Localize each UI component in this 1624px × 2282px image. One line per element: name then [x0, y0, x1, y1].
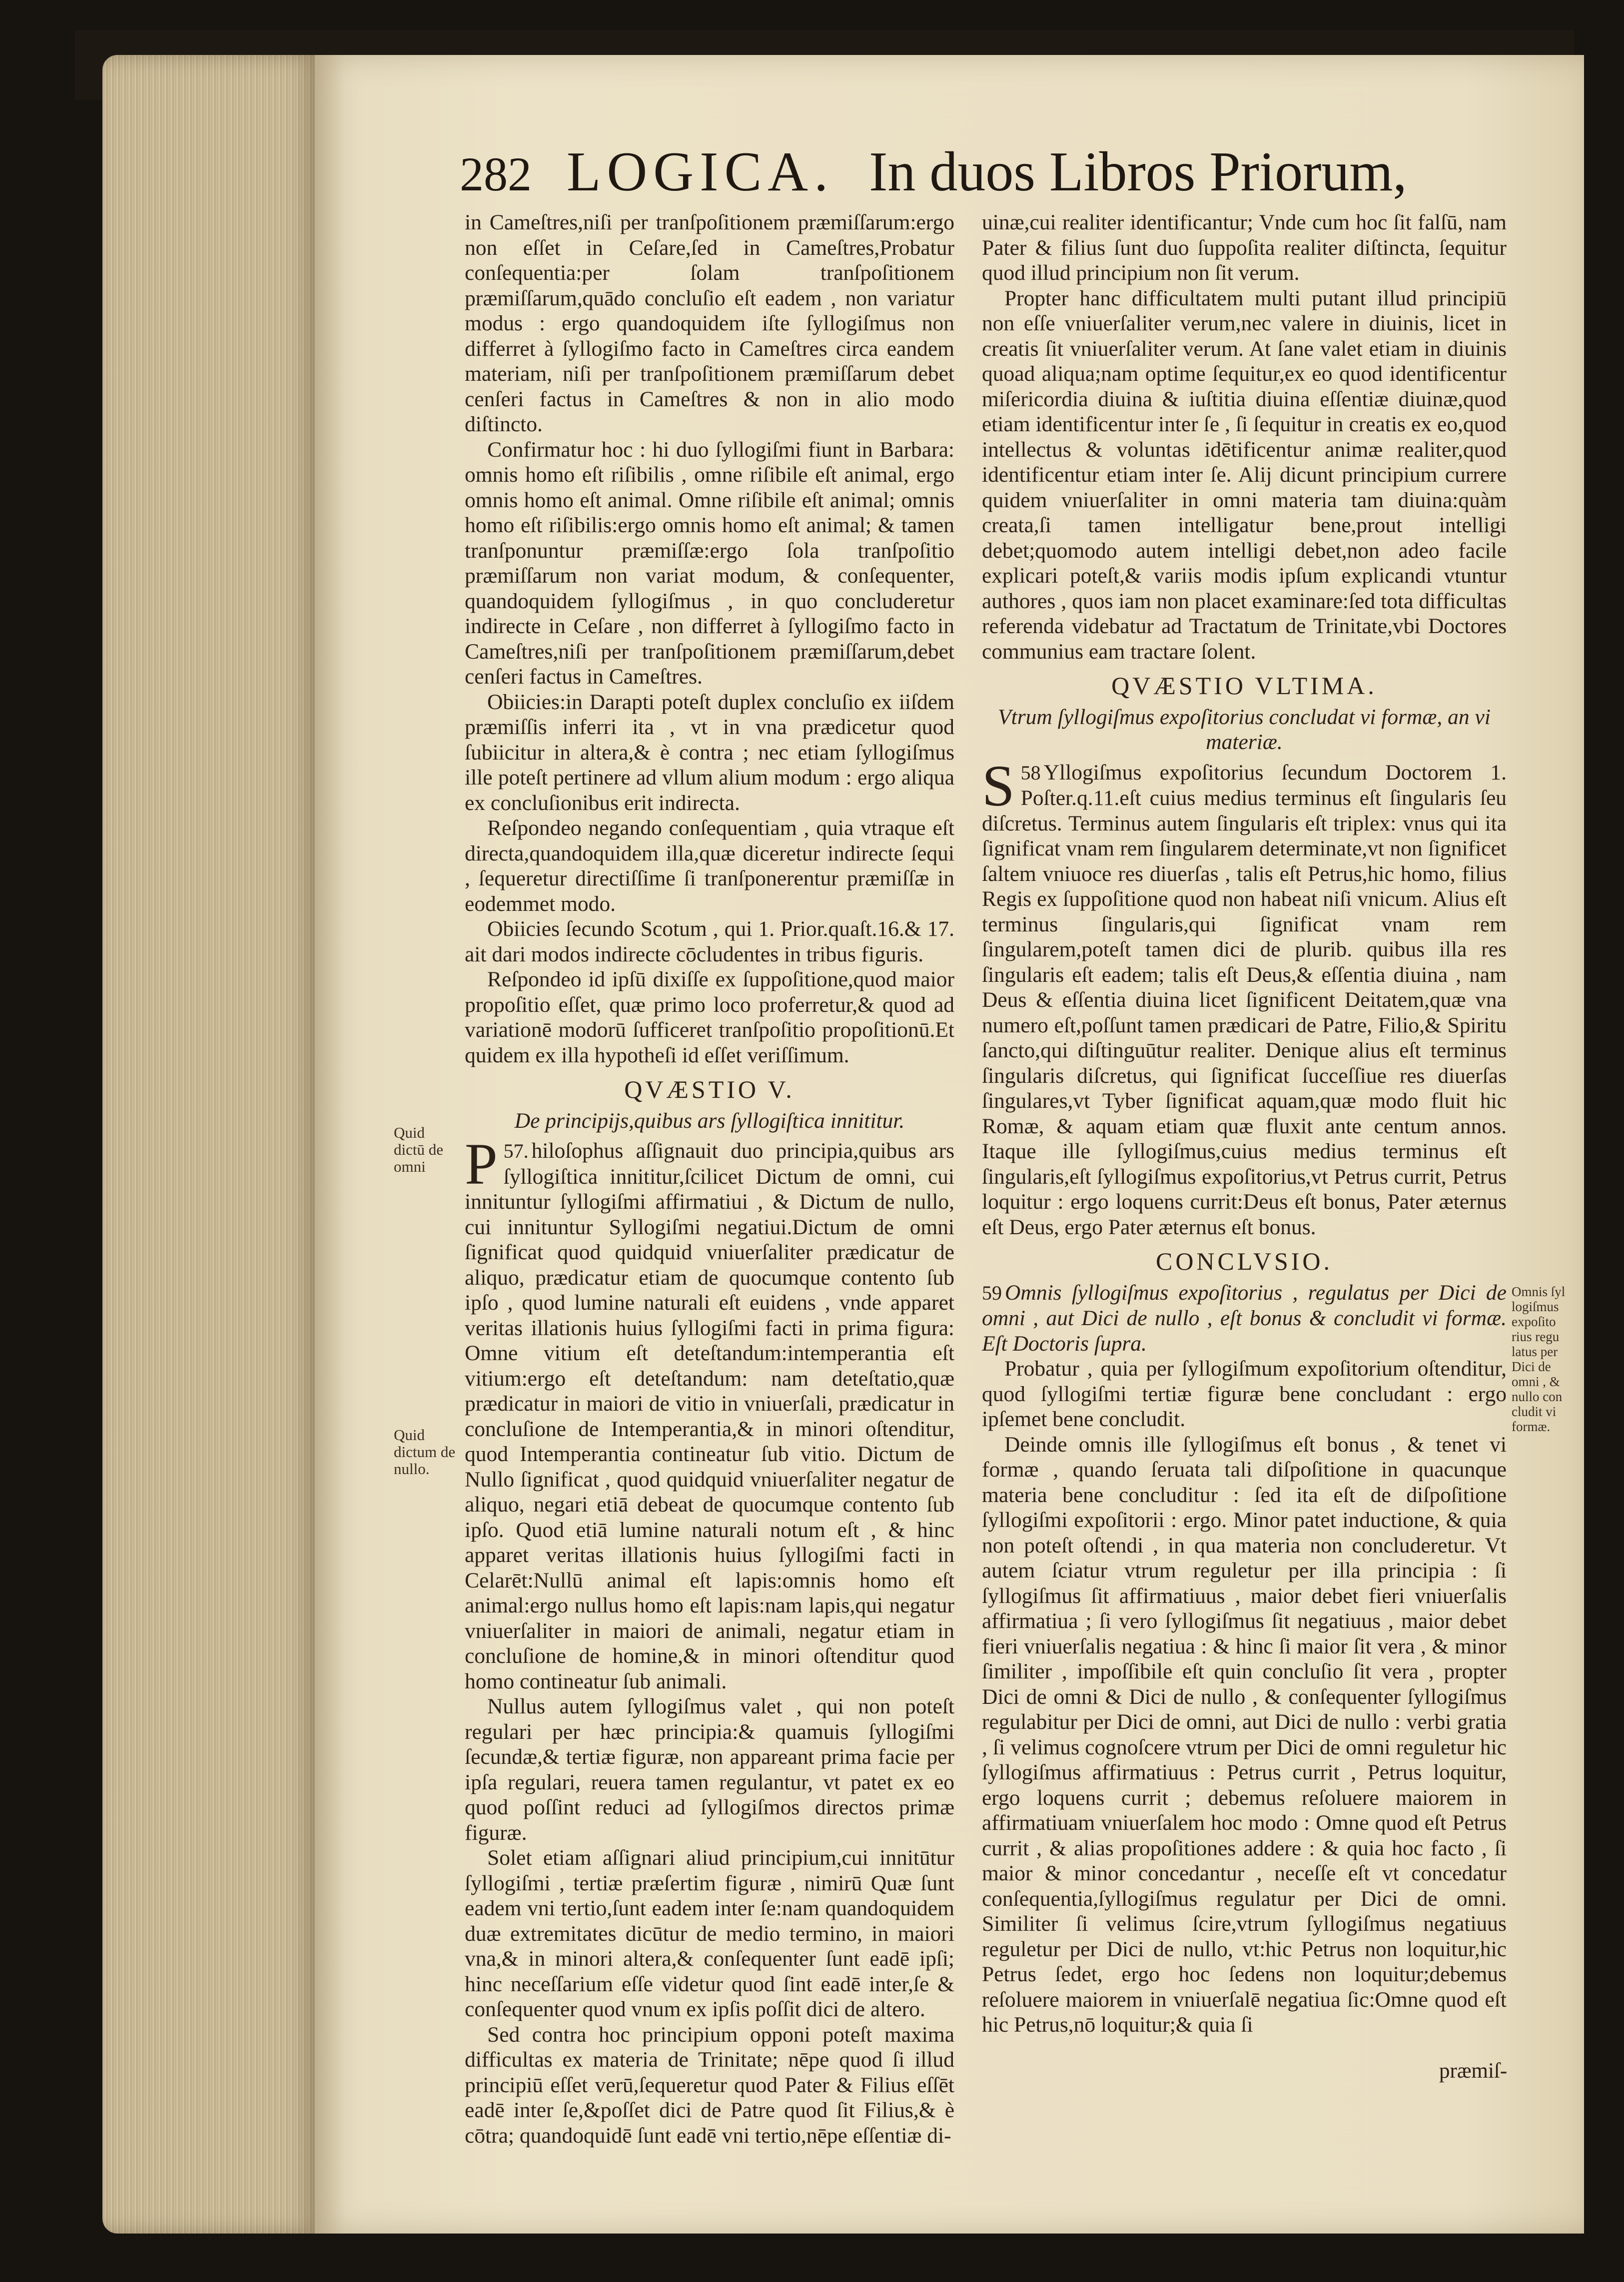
page-number: 282 — [460, 147, 532, 201]
paragraph: uinæ,cui realiter identificantur; Vnde cum hoc ſit falſū, nam Pater & filius ſunt duo ſuppoſita realiter diſtincta, ſequitur quod illud principium non ſit verum. — [982, 210, 1507, 285]
quaestio-v-heading: QVÆSTIO V. — [624, 1075, 795, 1103]
paragraph: Confirmatur hoc : hi duo ſyllogiſmi fiunt in Barbara: omnis homo eſt riſibilis , omne riſibile eſt animal, ergo omnis homo eſt animal. Omne riſibile eſt animal; omnis homo eſt riſibilis:ergo omnis homo eſt animal; & tamen tranſponuntur præmiſſæ:ergo ſola tranſpoſitio præmiſſarum non variat modum, & conſequenter, quandoquidem ſyllogiſmus , in quo concluderetur indirecte in Ceſare , non differret à ſyllogiſmo facto in Cameſtres,niſi per tranſpoſitionem præmiſſarum,debet cenſeri factus in Cameſtres. — [465, 437, 954, 689]
paragraph-text: Yllogiſmus expoſitorius ſecundum Doctorem 1. Poſter.q.11.eſt cuius medius terminus eſt ſingularis ſeu diſcretus. Terminus autem ſingularis eſt triplex: vnus qui ita ſignificat vnam rem ſingularem determinate,vt non ſignificet ſaltem vniuoce res diuerſas , talis eſt Petrus,hic homo, filius Regis ex ſuppoſitione quod non habeat niſi vnicum. Alius eſt terminus ſingularis,qui ſignificat vnam rem ſingularem,poteſt tamen dici de plurib. quibus illa res ſingularis eſt eadem; talis eſt Deus,& eſſentia diuina , nam Deus & eſſentia diuina licet ſignificent Deitatem,quæ vna numero eſt,poſſunt tamen prædicari de Patre, Filio,& Spiritu ſancto,qui diſtinguūtur realiter. Denique alius eſt terminus ſingularis diſcretus, qui ſignificat ſucceſſiue res diuerſas ſingulares,vt Tyber ſignificat aquam,quæ modo fluit hic Romæ, & aquam etiam quæ fluxit ante centum annos. Itaque ille ſyllogiſmus,cuius medius terminus eſt ſingularis,eſt ſyllogiſmus expoſitorius,vt Petrus currit, Petrus loquitur : ergo loquens currit:Deus eſt bonus, Pater æternus eſt Deus, ergo Pater æternus eſt bonus. — [982, 760, 1507, 1239]
paragraph: Deinde omnis ille ſyllogiſmus eſt bonus , & tenet vi formæ , quando ſeruata tali diſpoſitione in quacunque materia bene concluditur : ſed ita eſt de diſpoſitione ſyllogiſmi expoſitorii : ergo. Minor patet inductione, & quia non poteſt oſtendi , in qua materia non concluderetur. Vt autem ſciatur vtrum reguletur per illa principia : ſi ſyllogiſmus ſit affirmatiuus , maior debet fieri vniuerſalis affirmatiua ; ſi vero ſyllogiſmus ſit negatiuus , maior debet fieri vniuerſalis negatiua : & hinc ſi maior ſit vera , & minor ſimiliter , impoſſibile eſt quin concluſio ſit vera , propter Dici de omni & Dici de nullo , & conſequenter ſyllogiſmus regulabitur per Dici de omni, aut Dici de nullo : verbi gratia , ſi velimus cognoſcere vtrum per Dici de omni reguletur hic ſyllogiſmus affirmatiuus : Petrus currit , Petrus loquitur, ergo loquens currit ; debemus reſoluere maiorem in affirmatiuam vniuerſalem hoc modo : Omne quod eſt Petrus currit , & alias propoſitiones addere : & quia hoc facto , ſi maior & minor concedantur , neceſſe eſt vt concedatur conſequentia,ſyllogiſmus regulatur per Dici de omni. Similiter ſi velimus ſcire,vtrum ſyllogiſmus negatiuus reguletur per Dici de nullo, vt:hic Petrus non loquitur,hic Petrus ſedet, ergo hoc ſedens non loquitur;debemus reſoluere maiorem in vniuerſalē negatiua ſic:Omne quod eſt hic Petrus,nō loquitur;& quia ſi — [982, 1432, 1507, 2037]
paragraph-text: hiloſophus aſſignauit duo principia,quibus ars ſyllogiſtica innititur,ſcilicet Dictum de omni, cui innituntur ſyllogiſmi affirmatiui , & Dictum de nullo, cui innituntur Syllogiſmi negatiui.Dictum de omni ſignificat quod quidquid vniuerſaliter prædicatur de aliquo, prædicatur etiam de quocumque contento ſub ipſo , quod lumine naturali eſt euidens , vnde apparet veritas illationis huius ſyllogiſmi facti in prima figura: Omne vitium eſt deteſtandum:intemperantia eſt vitium:ergo eſt deteſtandum: nam deteſtatio,quæ prædicatur in maiori de vitio in vniuerſali, prædicatur in concluſione de Intemperantia,& in minori oſtenditur, quod Intemperantia contineatur ſub vitio. Dictum de Nullo ſignificat , quod quidquid vniuerſaliter negatur de aliquo, negari etiā debeat de quocumque contento ſub ipſo. Quod etiā lumine naturali notum eſt , & hinc apparet veritas illationis huius ſyllogiſmi facti in Celarēt:Nullū animal eſt lapis:omnis homo eſt animal:ergo nullus homo eſt lapis:nam lapis,qui negatur vniuerſaliter in maiori de animali, negatur etiam in concluſione de homine,& in minori oſtenditur quod homo contineatur ſub animali. — [465, 1139, 954, 1693]
paragraph: Probatur , quia per ſyllogiſmum expoſitorium oſtenditur, quod ſyllogiſmi tertiæ figuræ bene concludant : ergo ipſemet bene concludit. — [982, 1357, 1507, 1431]
page-fore-edges — [102, 55, 317, 2234]
quaestio-v-subheading: De principijs,quibus ars ſyllogiſtica innititur. — [514, 1108, 905, 1133]
paragraph: Propter hanc difficultatem multi putant illud principiū non eſſe vniuerſaliter verum,nec valere in diuinis, licet in creatis ſit vniuerſaliter verum. At ſane valet etiam in diuinis quoad aliqua;nam optime ſequitur,ex eo quod identificentur miſericordia diuina & iuſtitia diuina eſſentiæ diuinæ,quod etiam identificentur inter ſe , ſi ſequitur in creatis ex eo,quod intellectus & voluntas idētificentur animæ realiter,quod identificentur etiam inter ſe. Alij dicunt principium currere quidem vniuerſaliter in omni materia tam diuina:quàm creata,ſi tamen intelligatur bene,prout intelligi debet;quomodo autem intelligi debet,non adeo facile explicari poteſt,& variis modis ipſum explicandi vtuntur authores , quos iam non placet examinare:ſed tota difficultas referenda videbatur ad Tractatum de Trinitate,vbi Doctores communius eam tractare ſolent. — [982, 286, 1507, 664]
paragraph: Obiicies ſecundo Scotum , qui 1. Prior.quaſt.16.& 17. ait dari modos indirecte cōcludentes in tribus figuris. — [465, 917, 954, 966]
paragraph: Reſpondeo id ipſū dixiſſe ex ſuppoſitione,quod maior propoſitio eſſet, quæ primo loco proferretur,& quod ad variationē modorū ſufficeret tranſpoſitio propoſitionū.Et quidem ex illa hypotheſi id eſſet veriſſimum. — [465, 967, 954, 1067]
margin-note-dictum-de-nullo: Quid dictum de nullo. — [394, 1426, 456, 1478]
page-header — [460, 140, 1407, 220]
drop-cap: S — [982, 753, 1015, 818]
paragraph-number: 58 — [1020, 761, 1041, 784]
paragraph-text: Omnis ſyllogiſmus expoſitorius , regulatus per Dici de omni , aut Dici de nullo , eſt bonus & concludit vi formæ. Eſt Doctoris ſupra. — [982, 1280, 1507, 1356]
paragraph-number: 59 — [982, 1281, 1002, 1304]
margin-note-syllogismus-expositorius: Omnis ſyl logiſmus expoſito rius regu latus per Dici de omni , & nullo con cludit vi formæ. — [1512, 1284, 1566, 1434]
running-title-logica: LOGICA. — [567, 141, 834, 203]
conclusio-heading: CONCLVSIO. — [1155, 1247, 1333, 1275]
paragraph: in Cameſtres,niſi per tranſpoſitionem præmiſſarum:ergo non eſſet in Ceſare,ſed in Cameſtres,Probatur conſequentia:per ſolam tranſpoſitionem præmiſſarum,quādo concluſio eſt eadem , non variatur modus : ergo quandoquidem iſte ſyllogiſmus non differret à ſyllogiſmo facto in Cameſtres circa eandem materiam, niſi per tranſpoſitionem præmiſſarum debet cenſeri factus in Cameſtres & non in alio modo diſtincto. — [465, 210, 954, 436]
paragraph-58 — [982, 753, 1507, 1240]
left-column — [465, 210, 954, 2148]
paragraph: Reſpondeo negando conſequentiam , quia vtraque eſt directa,quandoquidem illa,quæ diceretur indirecte ſequi , ſequeretur directiſſime ſi tranſponerentur præmiſſæ in eodemmet modo. — [465, 816, 954, 916]
catchword: præmiſ- — [1439, 2059, 1508, 2083]
quaestio-ultima-heading: QVÆSTIO VLTIMA. — [1111, 672, 1377, 700]
paragraph-57 — [465, 1131, 954, 1694]
right-column — [982, 210, 1507, 2038]
running-title-priorum: In duos Libros Priorum, — [869, 141, 1407, 203]
paragraph: Nullus autem ſyllogiſmus valet , qui non poteſt regulari per hæc principia:& quamuis ſyllogiſmi ſecundæ,& tertiæ figuræ, non appareant prima facie per ipſa regulari, reuera tamen regulantur, vt patet ex eo quod poſſint reduci ad ſyllogiſmos directos primæ figuræ. — [465, 1694, 954, 1845]
margin-note-dictum-de-omni: Quid dictū de omni — [394, 1124, 443, 1175]
drop-cap: P — [465, 1131, 498, 1197]
paragraph: Sed contra hoc principium opponi poteſt maxima difficultas ex materia de Trinitate; nēpe quod ſi illud principiū eſſet verū,ſequeretur quod Pater & Filius eſſēt eadē inter ſe,&poſſet dici de Patre quod ſit Filius,& è cōtra; quandoquidē ſunt eadē vni tertio,nēpe eſſentiæ di- — [465, 2022, 954, 2148]
quaestio-ultima-subheading: Vtrum ſyllogiſmus expoſitorius concludat vi formæ, an vi materiæ. — [998, 705, 1491, 754]
paragraph-59 — [982, 1280, 1507, 1357]
paragraph: Obiicies:in Darapti poteſt duplex concluſio ex iiſdem præmiſſis inferri ita , vt in vna prædicetur quod ſubiicitur in altera,& è contra ; nec etiam ſyllogiſmus ille poteſt pertinere ad vllum alium modum : ergo aliqua ex concluſionibus erit indirecta. — [465, 690, 954, 815]
paragraph-number: 57. — [503, 1140, 529, 1162]
paragraph: Solet etiam aſſignari aliud principium,cui innitūtur ſyllogiſmi , tertiæ præſertim figuræ , nimirū Quæ ſunt eadem vni tertio,ſunt eadem inter ſe:nam quandoquidem duæ extremitates dicūtur de medio termino, in maiori vna,& in minori altera,& conſequenter ſunt eadē ipſi; hinc neceſſarium eſſe videtur quod ſint eadē inter,ſe & conſequenter quod vnum ex ipſis poſſit dici de altero. — [465, 1846, 954, 2021]
